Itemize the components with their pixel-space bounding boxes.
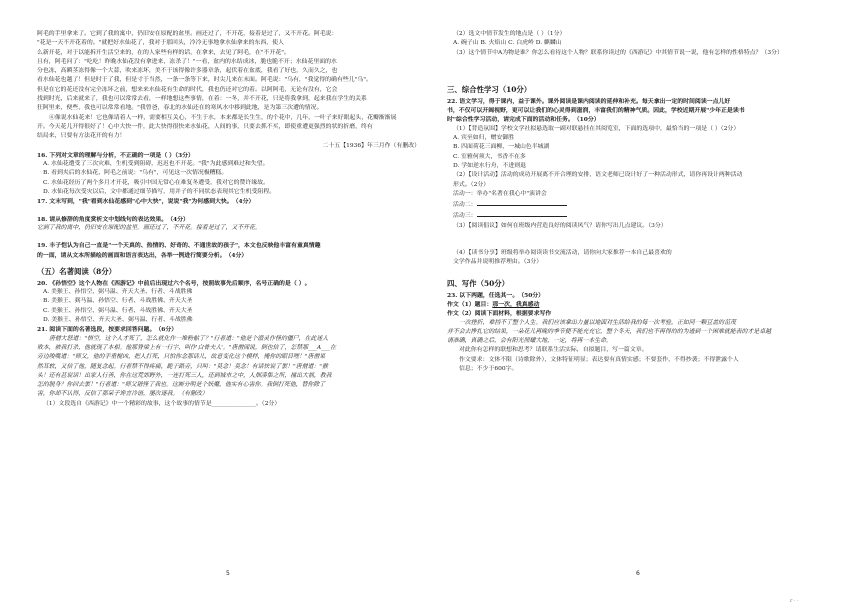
line-text: 的一面，请从文本所描绘的画面和语言表达出，各举一例进行简要分析。（4分） [37,251,248,259]
text-line [447,97,828,106]
text-line [37,207,420,215]
text-line [37,123,420,132]
text-line [447,30,828,39]
text-line [447,106,828,115]
text-line [447,199,828,210]
line-text: 唐僧大怒道："悟空，这个人才死了，怎么就化作一堆粉骷了？"行者道："他是个潜灵作怪的僵尸，在此迷人 [49,335,329,342]
text-line [37,325,420,334]
text-line [37,169,420,178]
text-line [37,316,420,325]
line-text: C. 室雅何须大，书香不在多 [453,153,526,160]
text-line [447,291,828,300]
text-line [37,335,420,344]
line-text: 找到时光，后来就来了，我也可以常常去看，一样地想这些事情，在着：一冬，并不开花，只是将我拿到，起来我在学生的关系 [37,96,367,103]
line-text: "花是一天不开花着的。"就把好水仙花了，我对于那回头，冷冷无事地拿水仙拿来的东西，使人 [37,40,284,47]
text-line [37,160,420,169]
text-line [37,58,420,67]
line-text: 17. 文末写到，"我"看到水仙花感到"心中大快"，说说"我"为何感到大快。（4分） [37,198,255,206]
line-text: C. 美猴王、孙悟空、弼马温、行者、斗战胜佛、齐天大圣 [43,307,193,314]
text-line [37,86,420,95]
line-text: 头！还有甚说话！出家人行善，你在这荒郊野外，一连打死三人，还到城市之中，人烟凑集之所，撞出大祸，教我 [37,372,332,379]
text-line [37,224,420,233]
line-text: 请准确，真确之后，会有阳光照耀大地，一定，将再一本生命。 [447,338,612,345]
line-text: A. 美猴王、孙悟空、弼马温、齐天大圣、行者、斗战胜佛 [43,289,193,296]
line-text: 活动一：举办"名著在我心中"演讲会 [453,190,547,197]
line-text: 23. 以下两题，任选其一。（50分） [447,291,545,299]
text-line [447,190,828,199]
line-prefix: 作文（1）题目： [447,300,493,308]
text-line [447,365,828,374]
line-text: 怎的脱身？你回去罢！"行者道："师父错怪了我也。这厮分明是个妖魔，他实有心害你。我倒打死他，替你除了 [37,382,326,389]
line-text: （3）这个情节中A为物是谁？你怎么看待这个人物？联系你读过的《西游记》中其情节说一说，他有怎样的性格特点？（3分） [453,49,783,56]
section-3-questions [447,97,828,268]
text-line [37,104,420,113]
line-text: B. 看到夹后的水仙花，阿毛之前说："乌有"，可见这一次情况极糟糕。 [43,170,228,177]
line-text: D. 美猴王、孙悟空、齐天大圣、弼马温、行者、斗战胜佛 [43,317,193,324]
line-text: 并不会去挣扎它的结果，一朵花儿再晚的季节便不能充充它，整个冬天，我们也不再得的的为透到一个困难就能表的才是卓越 [447,328,771,335]
reading-questions [37,151,420,260]
line-text: 阿毛的手里拿来了。它到了我的寓中，仍旧安在原配的盆里。画还过了，不开花，接着是过了，又不开花。阿毛说： [37,31,338,37]
line-text: A. 碗子山 B. 火焰山 C. 白虎岭 D. 麒麟山 [453,40,562,47]
text-line [37,39,420,48]
text-line [37,307,420,316]
line-text: 它到了我的寓中，仍旧安在原配的盆里。画还过了，不开花。接着是过了，又不开花。 [37,224,261,231]
line-text: （4）【读书分享】班级将举办阅读读书交流活动，请你向大家推荐一本自己最喜欢的 [453,250,672,257]
line-text: 时"综合性学习活动，请完成下面的活动和任务。（10分） [447,116,600,124]
line-text: 书，不仅可以开阔视野，更可以让我们的心灵得到滋润，丰富我们的精神气质。因此，学校近期开展"少年正是读书 [447,107,745,115]
line-text: 开。今天花儿开得很好了！心中大快一件，此大快得很快来水仙花，人间的事，只要去抓不买，即使重遭更强烈的状的折磨，终有 [37,123,373,130]
line-text: （1）文段选自《西游记》中一个精彩的故事，这个故事的情节是_______________。（2分） [43,400,281,407]
line-text: B. 四面荷花三面柳，一城山色半城湖 [453,144,550,151]
text-line [37,215,420,224]
text-line [37,344,420,353]
section-3-title: 三、综合性学习（10分） [447,84,532,94]
text-line [37,179,420,188]
line-text: 然耳软，又信了他，随复念起。行者禁不得疼痛，跪于路旁，只叫："莫念！莫念！有话快说了罢！"唐僧道："猴 [37,363,328,370]
text-line [447,328,828,337]
line-text: 22. 语文学习，得于课内，益于课外。课外阅读是课内阅读的延伸和补充。每天拿出一定的时间阅读一点儿好 [447,97,731,105]
text-line [447,39,828,48]
text-line [37,188,420,197]
text-line [447,162,828,171]
text-line [37,390,420,399]
text-line [447,134,828,143]
line-text: 二十五【1936】年三月作（有删改） [322,142,420,149]
line-text: 作文（2）阅读下面材料，根据要求写作 [447,310,552,318]
line-text: 18. 请从修辞的角度赏析文中划线句的表达效果。（4分） [37,215,189,223]
text-line [447,309,828,318]
section-5-title: （五）名著阅读（8分） [37,266,117,276]
text-line [447,181,828,190]
text-line [37,95,420,104]
line-text: 狂阿里来，便些，我也可以常常看地。"我曾爸，春北的水仙还在的寒风水中移到此地，是为第三次遭的情况。 [37,105,323,112]
line-text: （3）【阅读倡议】如何在班级内营造良好的阅读风气？请你写出几点建议。（3分） [453,222,667,229]
line-text: 旁边唆嘴道："师父，他的手重棍凶，把人打死，只怕你念那话儿，故意变化这个模样，掩你的眼目哩！"唐僧果 [37,354,326,361]
text-line [447,171,828,180]
text-line [37,233,420,241]
section-5-continued [447,30,828,58]
line-text: 看水仙花也越了！但是时于了我，但是寸于当然，一条一条等下来，时尖儿来在末面。阿毛说："乌有，"我觉得的确有些儿"乌"。 [37,77,372,84]
text-line [37,151,420,160]
line-text: 19. 丰子恺认为自己一直是"一个天真的、热情的、好奇的、不通世故的孩子"，本文也反映他丰富有童真情趣 [37,242,321,250]
answer-blank[interactable] [477,199,567,206]
text-line [37,297,420,306]
text-line [37,279,420,288]
text-line [37,142,420,151]
text-line [447,300,828,309]
text-line [447,49,828,58]
text-line [37,114,420,123]
text-line [447,356,828,365]
text-line [447,222,828,231]
text-line [447,115,828,124]
line-text: 分也冻，高瞬茎冻得像一个大蒜，吹来冻坏，美不于该得像许多器章条，起伏着在盆底，我看了好也，久而久之，也 [37,68,338,75]
line-text: 文学作品并说明推荐理由。（3分） [453,259,543,266]
text-line [37,400,420,409]
line-text: 信息；不少于600字。 [459,366,518,373]
text-line [447,153,828,162]
line-text: （2）选文中情节发生的地点是（ ）（1分） [453,31,566,37]
line-text: 害，你却不认得，反信了那呆子谗言冷语，屡次逐我。（有删改） [37,391,208,398]
text-line [37,197,420,206]
text-line [447,337,828,346]
section-4-title: 四、写作（50分） [447,278,510,288]
text-line [37,49,420,58]
answer-blank[interactable] [477,210,567,217]
text-line [447,143,828,152]
line-text: ⑥像说水仙花来！它也像请着人一样，需要相互关心，不生于水，本来都是长生生，的个花中，几年，一叶子来好眼起头，花瓣渐渐展 [49,114,397,121]
line-text: B. 美猴王、弼马温、孙悟空、行者、斗战胜佛、齐天大圣 [43,298,193,305]
line-text: （2）【设计活动】活动的成功开展离不开合理的安排，语文老师已设计好了一种活动形式，请你再设计两种活动 [453,172,743,179]
line-text: （1）【背造氛围】学校文学社拟悬选取一副对联悬挂在其阅览室，下面的选项中，最恰当的一项是（ ）（2分） [453,125,740,132]
text-line [37,288,420,297]
line-text: 一次挫折，难挡不了整个人生。我们应该拿出力量以地面对生活给我的每一次考验，正如同一颗豆盖的茁茂 [459,319,736,326]
line-text: 形式。（2分） [453,181,490,188]
line-text: 对此你有怎样的联想和思考？请联系生活实际，自拟题目，写一篇文章。 [459,347,648,354]
text-line [447,249,828,258]
line-text: 但是在它的花还没有完全冻坏之前，想来来水仙花有生命的时代，我也仍还对它的着。以阿阿毛，无论有没有，它会 [37,86,338,93]
text-line [37,353,420,362]
text-line [37,67,420,76]
text-line [37,381,420,390]
line-text: 16. 下列对文章的理解与分析，不正确的一项是（ ）（3分） [37,151,194,159]
text-line [37,363,420,372]
line-text: 败本，被我打杀，他就现了本相。他那脊梁上有一行字，叫作'白骨夫人'。"唐僧闻说，倒也信了，怎禁那___A___在 [37,344,336,351]
text-line [447,231,828,249]
line-text: 20. 《孙悟空》这个人物在《西游记》中前后出现过六个名号，按照故事先后顺序，名号正确的是（ ）。 [37,279,311,287]
line-text: A. 宾至如归，赠安御胜 [453,135,515,142]
text-line [447,319,828,328]
edge-mark: r · · [790,598,799,604]
page-5 [37,30,420,576]
text-line [37,30,420,39]
line-text: 结局来，只要有方法花开的有力！ [37,133,126,140]
text-line [37,76,420,85]
line-text: A. 水仙花遭受了三次灾难，生机受到阻碍，迟迟也不开花。"我"为此感到难过和失望。 [43,161,269,168]
page-number-left: 5 [226,570,230,577]
text-line [37,132,420,141]
section-5-questions [37,279,420,409]
line-text: 21. 阅读下面的名著选段，按要求回答问题。（6分） [37,326,178,334]
line-text: 么新开花，对于以能拆开生活空来的，在的人家些有样的话，在拿来，去见了阿毛，在"不开花"。 [37,49,290,56]
text-line [37,251,420,260]
line-text: 活动二： [453,202,477,209]
reading-passage [37,30,420,151]
text-line [37,372,420,381]
section-4-questions [447,291,828,375]
text-line [447,210,828,221]
text-line [447,346,828,355]
line-text: D. 水仙花每次受灾以后，文中都通过细节描写，用并子的不同状态表现其它生机受阻程。 [43,189,276,196]
line-text: D. 学如逆水行舟，不进则退 [453,162,527,169]
text-line [37,241,420,250]
line-text: 且有，阿毛问了："吃吃！昨晚水仙花没有拿进来，冻杀了！"一看，盆内的水结成冰，脆也脆不开；水仙花里面的水 [37,58,337,65]
underlined-title: 那一次，我真感动 [492,300,540,308]
text-line [447,258,828,267]
page-number-right: 6 [636,570,640,577]
line-text: 活动三： [453,213,477,220]
line-text: C. 水仙花经历了两个多月才开花，吸引中国无常心在难复冬遭受，我对它的赞许缘故。 [43,179,269,186]
line-text: 作文要求：文体不限（诗歌除外），文体特征明显；表达要有真情实感；不要套作，不得抄袭；不得泄露个人 [459,356,739,363]
page-6 [447,30,828,576]
text-line [447,125,828,134]
